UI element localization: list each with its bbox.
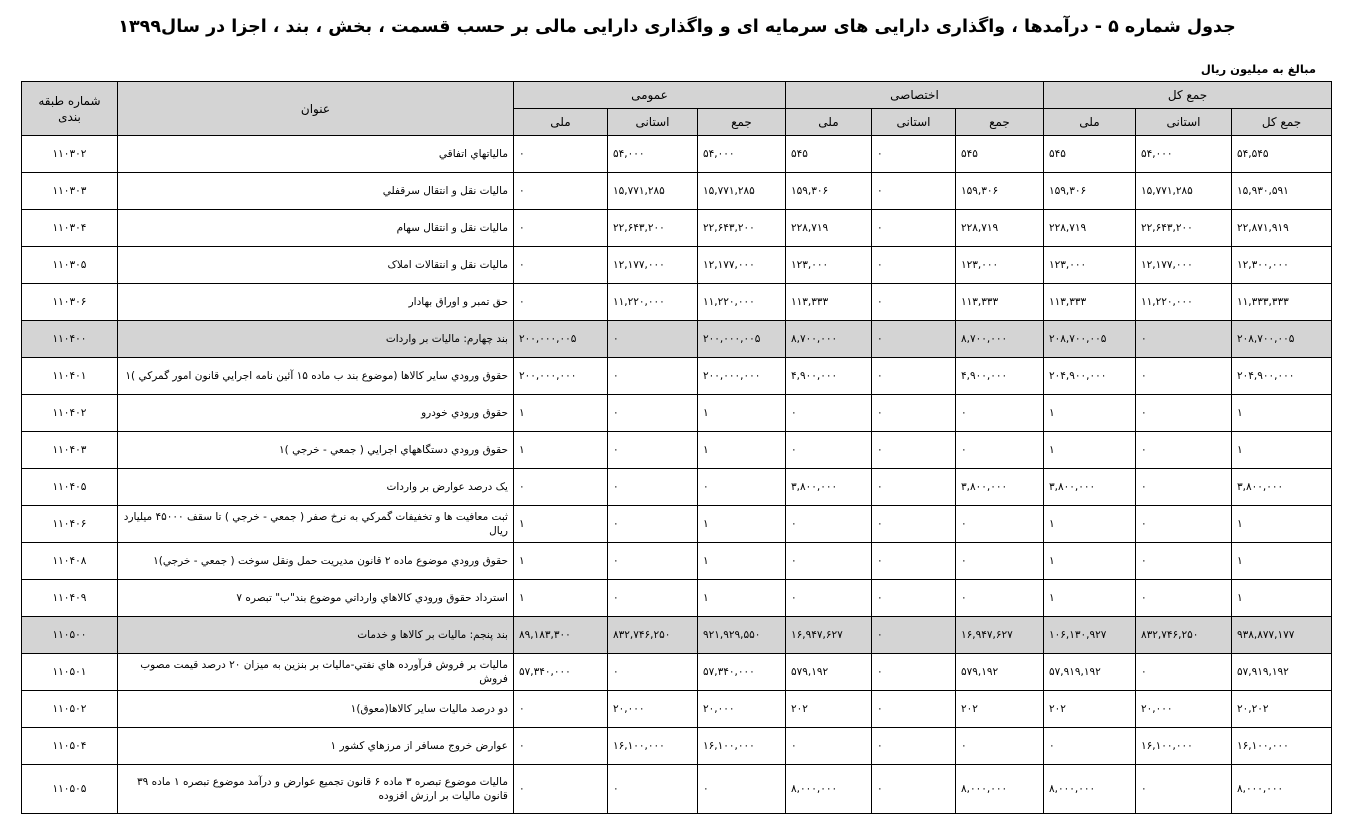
units-label: مبالغ به میلیون ریال (1200, 62, 1316, 77)
table-cell-value: ۰ (955, 395, 1043, 432)
table-cell-title: مالياتهاي اتفاقي (117, 136, 513, 173)
table-cell-value: ۱ (1232, 580, 1332, 617)
table-cell-value: ۱ (513, 395, 607, 432)
table-cell-value: ۵۴۵ (785, 136, 871, 173)
table-cell-value: ۰ (871, 321, 955, 358)
table-cell-value: ۱۱۳,۳۳۳ (955, 284, 1043, 321)
table-cell-value: ۲۰۰,۰۰۰,۰۰۰ (513, 358, 607, 395)
table-cell-value: ۰ (955, 543, 1043, 580)
column-group-general: عمومی (513, 82, 785, 109)
table-row (21, 580, 1331, 617)
page-title: جدول شماره ۵ - درآمدها ، واگذاری دارایی های سرمایه ای و واگذاری دارایی مالی بر حسب قسمت ، بخش ، بند ، اجزا در سال۱۳۹۹ (118, 17, 1236, 37)
table-cell-value: ۱ (513, 580, 607, 617)
table-cell-value: ۲۰۴,۹۰۰,۰۰۰ (1043, 358, 1135, 395)
table-cell-value: ۵۴,۰۰۰ (1136, 136, 1232, 173)
table-row (21, 543, 1331, 580)
table-cell-value: ۰ (871, 395, 955, 432)
table-cell-code: ۱۱۰۴۰۲ (21, 395, 117, 432)
table-cell-value: ۱ (1043, 580, 1135, 617)
table-cell-value: ۰ (607, 543, 697, 580)
table-cell-code: ۱۱۰۳۰۵ (21, 247, 117, 284)
table-cell-value: ۱۵,۷۷۱,۲۸۵ (607, 173, 697, 210)
table-cell-title: بند چهارم: ماليات بر واردات (117, 321, 513, 358)
table-cell-value: ۰ (785, 395, 871, 432)
table-cell-value: ۱۱۳,۳۳۳ (1043, 284, 1135, 321)
table-cell-value: ۱۲,۳۰۰,۰۰۰ (1232, 247, 1332, 284)
table-cell-value: ۲۲,۸۷۱,۹۱۹ (1232, 210, 1332, 247)
column-header-code: شماره طبقه بندی (21, 82, 117, 136)
table-cell-value: ۰ (955, 506, 1043, 543)
table-cell-value: ۲۰۰,۰۰۰,۰۰۰ (697, 358, 785, 395)
table-cell-code: ۱۱۰۳۰۲ (21, 136, 117, 173)
table-cell-value: ۰ (871, 543, 955, 580)
table-cell-value: ۰ (955, 728, 1043, 765)
table-cell-value: ۰ (607, 469, 697, 506)
table-cell-value: ۰ (1136, 469, 1232, 506)
table-row (21, 432, 1331, 469)
table-cell-value: ۰ (697, 469, 785, 506)
table-cell-value: ۵۴,۰۰۰ (697, 136, 785, 173)
table-body (21, 136, 1331, 814)
table-cell-value: ۵۷۹,۱۹۲ (955, 654, 1043, 691)
table-cell-value: ۱ (1232, 543, 1332, 580)
table-cell-value: ۰ (607, 432, 697, 469)
table-cell-value: ۰ (871, 654, 955, 691)
table-cell-value: ۰ (1136, 358, 1232, 395)
table-cell-value: ۰ (607, 506, 697, 543)
table-cell-value: ۵۷,۳۴۰,۰۰۰ (513, 654, 607, 691)
table-cell-value: ۱۲,۱۷۷,۰۰۰ (1136, 247, 1232, 284)
table-cell-title: ماليات نقل و انتقال سهام (117, 210, 513, 247)
table-cell-value: ۱ (697, 432, 785, 469)
table-cell-value: ۵۷,۹۱۹,۱۹۲ (1232, 654, 1332, 691)
table-cell-value: ۲۲,۶۴۳,۲۰۰ (697, 210, 785, 247)
table-cell-value: ۸,۰۰۰,۰۰۰ (1232, 765, 1332, 814)
table-cell-code: ۱۱۰۴۰۵ (21, 469, 117, 506)
table-cell-title: ثبت معافيت ها و تخفيفات گمرکي به نرخ صفر ( جمعي - خرجي ) تا سقف ۴۵۰۰۰ ميليارد ريال (117, 506, 513, 543)
table-cell-value: ۲۲,۶۴۳,۲۰۰ (607, 210, 697, 247)
table-cell-value: ۱۵,۹۳۰,۵۹۱ (1232, 173, 1332, 210)
table-cell-code: ۱۱۰۳۰۶ (21, 284, 117, 321)
subheader-general-national: ملی (513, 109, 607, 136)
table-row (21, 284, 1331, 321)
table-cell-value: ۲۰۲ (955, 691, 1043, 728)
table-cell-value: ۰ (785, 506, 871, 543)
table-cell-value: ۳,۸۰۰,۰۰۰ (785, 469, 871, 506)
table-cell-value: ۸۳۲,۷۴۶,۲۵۰ (607, 617, 697, 654)
table-cell-code: ۱۱۰۵۰۰ (21, 617, 117, 654)
table-cell-value: ۲۰۸,۷۰۰,۰۰۵ (1232, 321, 1332, 358)
table-cell-value: ۸,۰۰۰,۰۰۰ (785, 765, 871, 814)
table-cell-value: ۰ (1136, 654, 1232, 691)
table-header (21, 82, 1331, 136)
table-cell-value: ۱۵۹,۳۰۶ (955, 173, 1043, 210)
table-cell-value: ۱ (697, 506, 785, 543)
table-cell-value: ۱۲,۱۷۷,۰۰۰ (607, 247, 697, 284)
table-cell-value: ۲۲۸,۷۱۹ (1043, 210, 1135, 247)
table-cell-code: ۱۱۰۴۰۸ (21, 543, 117, 580)
table-row (21, 691, 1331, 728)
table-cell-value: ۱۲,۱۷۷,۰۰۰ (697, 247, 785, 284)
table-cell-value: ۱ (1232, 395, 1332, 432)
table-cell-value: ۱ (1043, 543, 1135, 580)
subheader-total-provincial: استانی (1136, 109, 1232, 136)
table-cell-value: ۰ (607, 395, 697, 432)
table-cell-value: ۰ (871, 580, 955, 617)
table-cell-value: ۵۴,۵۴۵ (1232, 136, 1332, 173)
table-cell-value: ۱۶,۹۴۷,۶۲۷ (955, 617, 1043, 654)
table-cell-value: ۱۰۶,۱۳۰,۹۲۷ (1043, 617, 1135, 654)
table-cell-code: ۱۱۰۴۰۳ (21, 432, 117, 469)
subheader-dedicated-provincial: استانی (871, 109, 955, 136)
column-group-dedicated: اختصاصی (785, 82, 1043, 109)
table-cell-title: حقوق ورودي موضوع ماده ۲ قانون مديريت حمل ونقل سوخت ( جمعي - خرجي)۱ (117, 543, 513, 580)
table-cell-value: ۰ (513, 173, 607, 210)
table-cell-title: حقوق ورودي دستگاههاي اجرايي ( جمعي - خرجي )۱ (117, 432, 513, 469)
table-cell-title: عوارض خروج مسافر از مرزهاي کشور ۱ (117, 728, 513, 765)
table-cell-value: ۰ (871, 765, 955, 814)
subheader-total-total: جمع کل (1232, 109, 1332, 136)
table-cell-value: ۰ (607, 654, 697, 691)
table-cell-value: ۰ (785, 580, 871, 617)
table-cell-value: ۲۰۰,۰۰۰,۰۰۵ (697, 321, 785, 358)
table-cell-value: ۹۳۸,۸۷۷,۱۷۷ (1232, 617, 1332, 654)
table-row (21, 136, 1331, 173)
table-cell-value: ۰ (871, 617, 955, 654)
table-cell-code: ۱۱۰۳۰۴ (21, 210, 117, 247)
table-cell-title: يک درصد عوارض بر واردات (117, 469, 513, 506)
table-cell-title: ماليات نقل و انتقال سرقفلي (117, 173, 513, 210)
table-cell-value: ۰ (871, 247, 955, 284)
table-cell-value: ۰ (785, 543, 871, 580)
table-cell-value: ۱۵,۷۷۱,۲۸۵ (1136, 173, 1232, 210)
table-cell-value: ۱۶,۱۰۰,۰۰۰ (697, 728, 785, 765)
table-cell-value: ۱ (697, 580, 785, 617)
table-cell-value: ۳,۸۰۰,۰۰۰ (1043, 469, 1135, 506)
table-cell-title: ماليات موضوع تبصره ۳ ماده ۶ قانون تجميع عوارض و درآمد موضوع تبصره ۱ ماده ۳۹ قانون ماليات بر ارزش افزوده (117, 765, 513, 814)
table-cell-value: ۱ (513, 432, 607, 469)
table-cell-value: ۰ (871, 284, 955, 321)
table-cell-value: ۸,۰۰۰,۰۰۰ (1043, 765, 1135, 814)
table-cell-value: ۰ (513, 469, 607, 506)
table-cell-value: ۰ (871, 173, 955, 210)
table-cell-value: ۰ (871, 136, 955, 173)
table-row (21, 617, 1331, 654)
table-cell-value: ۲۲۸,۷۱۹ (785, 210, 871, 247)
table-cell-value: ۰ (955, 580, 1043, 617)
table-cell-value: ۰ (697, 765, 785, 814)
table-cell-title: استرداد حقوق ورودي کالاهاي وارداتي موضوع بند"ب" تبصره ۷ (117, 580, 513, 617)
table-cell-value: ۰ (513, 728, 607, 765)
subheader-dedicated-national: ملی (785, 109, 871, 136)
table-cell-value: ۱ (513, 543, 607, 580)
table-cell-code: ۱۱۰۴۰۹ (21, 580, 117, 617)
table-cell-value: ۰ (871, 469, 955, 506)
table-cell-value: ۴,۹۰۰,۰۰۰ (785, 358, 871, 395)
subheader-general-sum: جمع (697, 109, 785, 136)
table-cell-value: ۰ (1136, 580, 1232, 617)
table-cell-value: ۰ (1136, 432, 1232, 469)
table-cell-value: ۱ (513, 506, 607, 543)
column-group-total: جمع کل (1043, 82, 1331, 109)
table-cell-value: ۱۱,۲۲۰,۰۰۰ (1136, 284, 1232, 321)
table-cell-value: ۲۰,۰۰۰ (607, 691, 697, 728)
table-cell-value: ۰ (1136, 506, 1232, 543)
header-group-row (21, 82, 1331, 109)
table-cell-value: ۸,۷۰۰,۰۰۰ (785, 321, 871, 358)
table-row (21, 654, 1331, 691)
table-cell-value: ۱ (697, 395, 785, 432)
table-cell-value: ۰ (871, 506, 955, 543)
table-cell-value: ۱۵۹,۳۰۶ (1043, 173, 1135, 210)
table-cell-value: ۳,۸۰۰,۰۰۰ (1232, 469, 1332, 506)
table-cell-title: ماليات نقل و انتقالات املاک (117, 247, 513, 284)
table-cell-value: ۰ (607, 765, 697, 814)
table-cell-value: ۸۳۲,۷۴۶,۲۵۰ (1136, 617, 1232, 654)
table-cell-value: ۰ (871, 691, 955, 728)
table-cell-value: ۰ (785, 432, 871, 469)
table-cell-value: ۱۱,۲۲۰,۰۰۰ (697, 284, 785, 321)
table-cell-value: ۰ (871, 728, 955, 765)
table-cell-value: ۲۰۰,۰۰۰,۰۰۵ (513, 321, 607, 358)
table-cell-value: ۵۴۵ (955, 136, 1043, 173)
subheader-general-provincial: استانی (607, 109, 697, 136)
table-row (21, 728, 1331, 765)
table-cell-value: ۳,۸۰۰,۰۰۰ (955, 469, 1043, 506)
table-cell-value: ۵۷,۹۱۹,۱۹۲ (1043, 654, 1135, 691)
table-cell-value: ۵۷,۳۴۰,۰۰۰ (697, 654, 785, 691)
table-cell-value: ۰ (513, 247, 607, 284)
table-cell-value: ۰ (513, 210, 607, 247)
table-cell-value: ۲۰۲ (785, 691, 871, 728)
table-cell-value: ۱ (1232, 506, 1332, 543)
table-cell-value: ۰ (607, 321, 697, 358)
table-row (21, 395, 1331, 432)
table-cell-value: ۲۰,۰۰۰ (1136, 691, 1232, 728)
table-row (21, 210, 1331, 247)
table-cell-title: ماليات بر فروش فرآورده هاي نفتي-ماليات بر بنزين به ميزان ۲۰ درصد قيمت مصوب فروش (117, 654, 513, 691)
table-cell-value: ۸۹,۱۸۳,۳۰۰ (513, 617, 607, 654)
table-cell-value: ۱۶,۹۴۷,۶۲۷ (785, 617, 871, 654)
financial-table (21, 81, 1332, 814)
table-cell-value: ۰ (1136, 395, 1232, 432)
table-cell-value: ۱۱,۲۲۰,۰۰۰ (607, 284, 697, 321)
table-cell-value: ۱۱,۳۳۳,۳۳۳ (1232, 284, 1332, 321)
table-cell-value: ۲۲۸,۷۱۹ (955, 210, 1043, 247)
subheader-total-national: ملی (1043, 109, 1135, 136)
table-cell-value: ۸,۰۰۰,۰۰۰ (955, 765, 1043, 814)
table-cell-value: ۱۲۳,۰۰۰ (1043, 247, 1135, 284)
table-row (21, 358, 1331, 395)
table-row (21, 321, 1331, 358)
table-cell-value: ۱۶,۱۰۰,۰۰۰ (1232, 728, 1332, 765)
table-cell-value: ۰ (1136, 543, 1232, 580)
table-cell-code: ۱۱۰۳۰۳ (21, 173, 117, 210)
table-cell-code: ۱۱۰۴۰۶ (21, 506, 117, 543)
table-cell-value: ۲۰,۲۰۲ (1232, 691, 1332, 728)
table-cell-value: ۰ (955, 432, 1043, 469)
table-cell-value: ۹۲۱,۹۲۹,۵۵۰ (697, 617, 785, 654)
table-cell-value: ۲۰,۰۰۰ (697, 691, 785, 728)
table-cell-code: ۱۱۰۴۰۰ (21, 321, 117, 358)
table-row (21, 506, 1331, 543)
table-cell-value: ۲۰۴,۹۰۰,۰۰۰ (1232, 358, 1332, 395)
table-cell-value: ۱ (1043, 506, 1135, 543)
table-cell-value: ۱۲۳,۰۰۰ (955, 247, 1043, 284)
table-cell-value: ۰ (871, 358, 955, 395)
table-cell-code: ۱۱۰۵۰۲ (21, 691, 117, 728)
table-cell-value: ۰ (513, 691, 607, 728)
table-cell-title: دو درصد ماليات ساير کالاها(معوق)۱ (117, 691, 513, 728)
table-cell-code: ۱۱۰۵۰۴ (21, 728, 117, 765)
column-header-title: عنوان (117, 82, 513, 136)
table-container (0, 81, 1354, 814)
table-cell-value: ۰ (513, 136, 607, 173)
table-cell-code: ۱۱۰۵۰۵ (21, 765, 117, 814)
table-cell-value: ۱۱۳,۳۳۳ (785, 284, 871, 321)
table-cell-value: ۰ (607, 358, 697, 395)
table-cell-value: ۵۴۵ (1043, 136, 1135, 173)
table-row (21, 247, 1331, 284)
table-cell-title: بند پنجم: ماليات بر کالاها و خدمات (117, 617, 513, 654)
table-cell-value: ۱۵۹,۳۰۶ (785, 173, 871, 210)
table-cell-value: ۲۰۸,۷۰۰,۰۰۵ (1043, 321, 1135, 358)
table-cell-value: ۱ (1043, 395, 1135, 432)
table-cell-title: حقوق ورودي ساير کالاها (موضوع بند ب ماده ۱۵ آئين نامه اجرايي قانون امور گمرکي )۱ (117, 358, 513, 395)
table-cell-value: ۱ (1043, 432, 1135, 469)
table-cell-value: ۰ (1136, 321, 1232, 358)
table-cell-code: ۱۱۰۵۰۱ (21, 654, 117, 691)
table-cell-value: ۰ (607, 580, 697, 617)
table-cell-value: ۰ (1043, 728, 1135, 765)
table-row (21, 765, 1331, 814)
table-cell-code: ۱۱۰۴۰۱ (21, 358, 117, 395)
table-cell-value: ۱۲۳,۰۰۰ (785, 247, 871, 284)
table-cell-value: ۰ (871, 210, 955, 247)
table-row (21, 173, 1331, 210)
table-cell-title: حقوق ورودي خودرو (117, 395, 513, 432)
table-cell-value: ۵۴,۰۰۰ (607, 136, 697, 173)
table-cell-value: ۱ (697, 543, 785, 580)
table-cell-value: ۰ (871, 432, 955, 469)
table-cell-value: ۵۷۹,۱۹۲ (785, 654, 871, 691)
table-cell-value: ۲۰۲ (1043, 691, 1135, 728)
table-cell-value: ۰ (513, 765, 607, 814)
table-cell-value: ۰ (513, 284, 607, 321)
table-cell-value: ۱۶,۱۰۰,۰۰۰ (1136, 728, 1232, 765)
table-row (21, 469, 1331, 506)
table-cell-value: ۲۲,۶۴۳,۲۰۰ (1136, 210, 1232, 247)
subheader-dedicated-sum: جمع (955, 109, 1043, 136)
table-cell-value: ۸,۷۰۰,۰۰۰ (955, 321, 1043, 358)
table-cell-title: حق تمبر و اوراق بهادار (117, 284, 513, 321)
table-cell-value: ۰ (785, 728, 871, 765)
table-cell-value: ۰ (1136, 765, 1232, 814)
table-cell-value: ۱۶,۱۰۰,۰۰۰ (607, 728, 697, 765)
table-cell-value: ۱۵,۷۷۱,۲۸۵ (697, 173, 785, 210)
table-cell-value: ۴,۹۰۰,۰۰۰ (955, 358, 1043, 395)
table-cell-value: ۱ (1232, 432, 1332, 469)
